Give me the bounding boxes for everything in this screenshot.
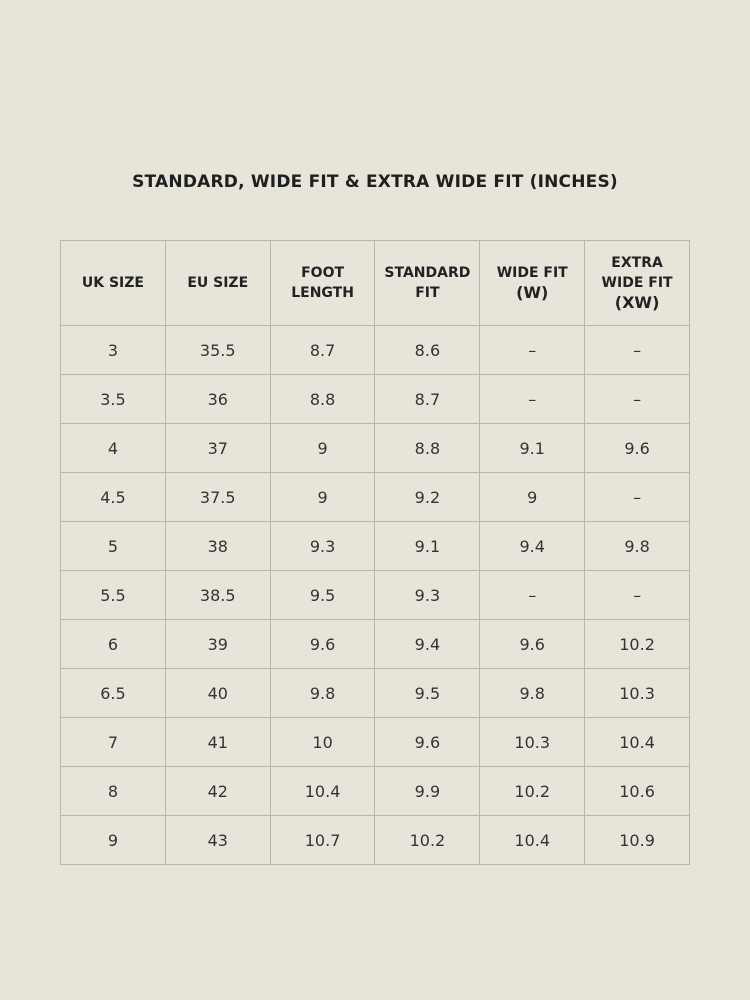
cell-eu-size: 37 (165, 424, 270, 473)
cell-standard-fit: 8.8 (375, 424, 480, 473)
cell-standard-fit: 9.5 (375, 669, 480, 718)
table-row (61, 669, 690, 718)
cell-eu-size: 37.5 (165, 473, 270, 522)
cell-uk-size: 8 (61, 767, 166, 816)
header-uk-size-line: UK SIZE (81, 275, 144, 291)
cell-extra-wide-fit: 10.3 (585, 669, 690, 718)
cell-foot-length: 10.7 (270, 816, 375, 865)
table-row (61, 816, 690, 865)
table-row (61, 424, 690, 473)
cell-extra-wide-fit: 10.4 (585, 718, 690, 767)
cell-foot-length: 10.4 (270, 767, 375, 816)
cell-extra-wide-fit: 9.8 (585, 522, 690, 571)
cell-standard-fit: 9.2 (375, 473, 480, 522)
cell-eu-size: 38.5 (165, 571, 270, 620)
header-extra-wide-fit-line-1: EXTRA (611, 255, 663, 271)
cell-foot-length: 9.6 (270, 620, 375, 669)
cell-foot-length: 8.8 (270, 375, 375, 424)
header-foot-length-line-1: FOOT (301, 265, 345, 281)
cell-extra-wide-fit: – (585, 375, 690, 424)
table-row (61, 326, 690, 375)
cell-uk-size: 4.5 (61, 473, 166, 522)
cell-wide-fit: – (480, 326, 585, 375)
cell-uk-size: 3 (61, 326, 166, 375)
table-row (61, 620, 690, 669)
size-table (60, 240, 690, 865)
cell-uk-size: 4 (61, 424, 166, 473)
header-extra-wide-fit-line-3: (XW) (614, 293, 660, 312)
cell-standard-fit: 9.9 (375, 767, 480, 816)
cell-eu-size: 36 (165, 375, 270, 424)
chart-title: STANDARD, WIDE FIT & EXTRA WIDE FIT (INCHES) (132, 172, 618, 192)
cell-wide-fit: 9.8 (480, 669, 585, 718)
table-body (61, 326, 690, 865)
cell-wide-fit: – (480, 571, 585, 620)
header-wide-fit-line-1: WIDE FIT (496, 265, 568, 281)
cell-standard-fit: 9.3 (375, 571, 480, 620)
cell-foot-length: 10 (270, 718, 375, 767)
cell-uk-size: 9 (61, 816, 166, 865)
cell-extra-wide-fit: – (585, 571, 690, 620)
cell-wide-fit: 9 (480, 473, 585, 522)
cell-extra-wide-fit: 10.9 (585, 816, 690, 865)
cell-wide-fit: 10.2 (480, 767, 585, 816)
cell-standard-fit: 8.6 (375, 326, 480, 375)
cell-uk-size: 7 (61, 718, 166, 767)
cell-foot-length: 9 (270, 424, 375, 473)
header-wide-fit (480, 241, 585, 326)
cell-wide-fit: 10.4 (480, 816, 585, 865)
cell-extra-wide-fit: 10.2 (585, 620, 690, 669)
table-row (61, 522, 690, 571)
cell-uk-size: 5.5 (61, 571, 166, 620)
table-row (61, 718, 690, 767)
cell-extra-wide-fit: – (585, 326, 690, 375)
header-wide-fit-line-2: (W) (516, 283, 549, 302)
cell-extra-wide-fit: 10.6 (585, 767, 690, 816)
cell-standard-fit: 10.2 (375, 816, 480, 865)
header-standard-fit (375, 241, 480, 326)
header-uk-size (61, 241, 166, 326)
table-row (61, 571, 690, 620)
cell-standard-fit: 9.6 (375, 718, 480, 767)
cell-foot-length: 9 (270, 473, 375, 522)
table-row (61, 473, 690, 522)
header-extra-wide-fit-line-2: WIDE FIT (601, 275, 673, 291)
cell-standard-fit: 9.1 (375, 522, 480, 571)
cell-extra-wide-fit: 9.6 (585, 424, 690, 473)
cell-eu-size: 35.5 (165, 326, 270, 375)
cell-wide-fit: 9.6 (480, 620, 585, 669)
cell-standard-fit: 9.4 (375, 620, 480, 669)
cell-wide-fit: 9.4 (480, 522, 585, 571)
cell-foot-length: 8.7 (270, 326, 375, 375)
cell-uk-size: 3.5 (61, 375, 166, 424)
cell-standard-fit: 8.7 (375, 375, 480, 424)
cell-eu-size: 41 (165, 718, 270, 767)
cell-eu-size: 42 (165, 767, 270, 816)
cell-extra-wide-fit: – (585, 473, 690, 522)
cell-uk-size: 6.5 (61, 669, 166, 718)
cell-eu-size: 39 (165, 620, 270, 669)
header-foot-length-line-2: LENGTH (291, 285, 354, 301)
table-row (61, 375, 690, 424)
header-eu-size (165, 241, 270, 326)
cell-uk-size: 6 (61, 620, 166, 669)
header-row (61, 241, 690, 326)
cell-eu-size: 40 (165, 669, 270, 718)
cell-wide-fit: – (480, 375, 585, 424)
cell-eu-size: 43 (165, 816, 270, 865)
cell-wide-fit: 10.3 (480, 718, 585, 767)
header-standard-fit-line-2: FIT (415, 285, 440, 301)
cell-eu-size: 38 (165, 522, 270, 571)
cell-foot-length: 9.3 (270, 522, 375, 571)
cell-foot-length: 9.8 (270, 669, 375, 718)
header-extra-wide-fit (585, 241, 690, 326)
cell-wide-fit: 9.1 (480, 424, 585, 473)
header-standard-fit-line-1: STANDARD (384, 265, 471, 281)
cell-foot-length: 9.5 (270, 571, 375, 620)
header-foot-length (270, 241, 375, 326)
cell-uk-size: 5 (61, 522, 166, 571)
table-row (61, 767, 690, 816)
header-eu-size-line: EU SIZE (187, 275, 249, 291)
